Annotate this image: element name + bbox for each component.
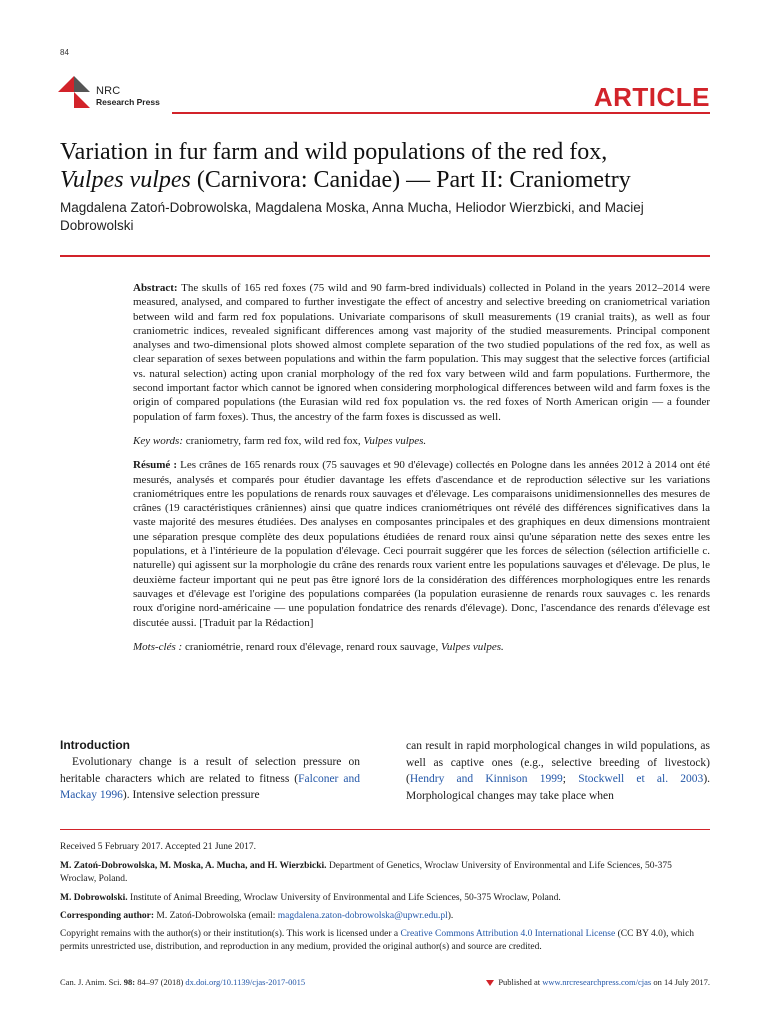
mots-cles-text: craniométrie, renard roux d'élevage, renard roux sauvage, <box>182 640 442 653</box>
intro-text: ). Morphological changes may take place when <box>406 773 711 802</box>
keywords-text: craniometry, farm red fox, wild red fox, <box>183 434 364 447</box>
abstract-label: Abstract: <box>133 282 178 294</box>
received-date: Received 5 February 2017. Accepted 21 June 2017. <box>60 842 257 852</box>
keywords-paragraph <box>133 434 710 448</box>
intro-text: can result in rapid morphological changes in wild populations, as well as captive ones (e.g., selective breeding of livestock) ( <box>406 740 710 785</box>
affiliation-text: Institute of Animal Breeding, Wroclaw University of Environmental and Life Sciences, 50-375 Wroclaw, Poland. <box>127 893 561 903</box>
article-type-label: ARTICLE <box>593 82 710 112</box>
copyright-text: Copyright remains with the author(s) or their institution(s). This work is licensed under a <box>60 929 401 939</box>
header-rule <box>60 255 710 257</box>
abstract-paragraph <box>133 281 710 424</box>
affiliation-1 <box>60 860 710 886</box>
published-note <box>486 977 710 987</box>
license-link[interactable]: Creative Commons Attribution 4.0 International License <box>400 929 616 939</box>
citation-link[interactable]: Stockwell et al. 2003 <box>578 773 704 785</box>
publisher-link[interactable]: www.nrcresearchpress.com/cjas <box>542 977 652 987</box>
email-link[interactable]: magdalena.zaton-dobrowolska@upwr.edu.pl <box>277 911 448 921</box>
citation-link[interactable]: Falconer and Mackay 1996 <box>60 772 360 801</box>
resume-label: Résumé : <box>133 459 178 472</box>
page-number: 84 <box>60 48 69 57</box>
title-line-2: (Carnivora: Canidae) — Part II: Craniometry <box>190 167 631 193</box>
keywords-species: Vulpes vulpes. <box>363 434 427 447</box>
footnote-rule <box>60 829 710 830</box>
journal-volume: 98: <box>123 977 136 987</box>
intro-left-column <box>60 754 360 804</box>
corresponding-text: M. Zatoń-Dobrowolska (email: <box>154 911 278 921</box>
copyright-notice <box>60 928 710 954</box>
corresponding-label: Corresponding author: <box>60 911 155 921</box>
title-species: Vulpes vulpes <box>60 167 191 193</box>
author-list: Magdalena Zatoń-Dobrowolska, Magdalena Moska, Anna Mucha, Heliodor Wierzbicki, and Maciej Dobrowolski <box>60 200 644 233</box>
logo-name: NRC <box>96 85 121 97</box>
published-icon <box>486 980 494 986</box>
title-line-1: Variation in fur farm and wild populations of the red fox, <box>60 139 608 165</box>
resume-paragraph <box>133 458 710 630</box>
intro-text: ). Intensive selection pressure <box>122 789 260 801</box>
doi-link[interactable]: dx.doi.org/10.1139/cjas-2017-0015 <box>185 977 306 987</box>
intro-text: Evolutionary change is a result of selection pressure on heritable characters which are related to fitness ( <box>60 756 360 785</box>
mots-cles-species: Vulpes vulpes. <box>441 640 504 653</box>
mots-cles-label: Mots-clés : <box>133 640 183 653</box>
citation-link[interactable]: Hendry and Kinnison 1999 <box>409 773 563 785</box>
intro-right-column <box>406 738 710 804</box>
keywords-label: Key words: <box>133 434 184 447</box>
journal-pages: 84–97 (2018) <box>135 977 186 987</box>
abstract-block <box>133 281 710 664</box>
journal-name: Can. J. Anim. Sci. <box>60 977 124 987</box>
affiliation-names: M. Dobrowolski. <box>60 893 128 903</box>
section-heading-introduction: Introduction <box>60 738 130 752</box>
affiliation-names: M. Zatoń-Dobrowolska, M. Moska, A. Mucha, and H. Wierzbicki. <box>60 861 327 871</box>
affiliation-2 <box>60 892 710 905</box>
published-text: Published at <box>498 977 543 987</box>
intro-text: ; <box>562 773 579 785</box>
paper-title <box>60 138 720 194</box>
published-text: on 14 July 2017. <box>651 977 710 987</box>
mots-cles-paragraph <box>133 640 710 654</box>
corresponding-author <box>60 910 710 923</box>
logo-subtitle: Research Press <box>96 97 160 107</box>
corresponding-text: ). <box>447 911 454 921</box>
resume-text: Les crânes de 165 renards roux (75 sauvages et 90 d'élevage) collectés en Pologne dans les années 2012 à 2014 ont été mesurés, analysés et comparés pour étudier davantage les effets d'ascendance et de reproduction sélective sur les variations craniométriques entre les populations de renards roux sauvages et d'élevage. Les comparaisons unidimensionnelles des mesures de crânes (19 caractéristiques crâniennes) ainsi que quatre indices craniométriques ont révélé des différences significatives dans la vaste majorité des mesures étudiées. Des analyses en composantes principales et des graphiques en deux dimensions montraient une séparation presque complète des deux populations étudiées de renard roux ainsi qu'une séparation nette des sexes entre les populations, et à l'intérieure de la population d'élevage. Ceci pourrait suggérer que les forces de sélection (sélection artificielle c. naturelle) qui agissent sur la morphologie du crâne des renards roux varient entre les populations sauvages et d'élevage. De plus, le deuxième facteur important qui ne peut pas être ignoré lors de la considération des différences morphologiques entre les renards sauvages et d'élevage est l'origine des populations comparées (la population eurasienne de renards roux sauvages c. les renards roux d'origine nord-américaine — une population fondatrice des renards d'élevage). Donc, l'ascendance des renards d'élevage est discutée aussi. [Traduit par la Rédaction] <box>133 459 711 629</box>
abstract-text: The skulls of 165 red foxes (75 wild and 90 farm-bred individuals) collected in Poland in the years 2012–2014 were measured, analysed, and compared to further investigate the effect of ancestry and selective breeding on craniometrical variation between wild and farm red fox populations. Univariate comparisons of skull measurements (19 cranial traits), as well as four craniometric indices, revealed significant differences among vast majority of the studied measurements. Principal component analyses and two-dimensional plots showed almost complete separation of the two studied populations of the red fox, as well as clear separation of sexes between populations and within the farm population. This may suggest that the selective forces (artificial vs. natural selection) acting upon cranial morphology of the red fox vary between wild and farm populations. Furthermore, the second important factor which cannot be ignored when considering morphological differences between wild and farm foxes is the origin of compared populations (the Eurasian wild red fox population vs. the red foxes of North American origin — a founder population of farm foxes). Thus, the ancestry of the farm foxes is discussed as well. <box>133 282 710 423</box>
copyright-text: (CC BY 4.0), which permits unrestricted use, distribution, and reproduction in any medium, provided the original author(s) and source are credited. <box>60 929 695 952</box>
journal-citation <box>60 977 305 987</box>
affiliation-text: Department of Genetics, Wroclaw University of Environmental and Life Sciences, 50-375 Wroclaw, Poland. <box>60 861 672 884</box>
